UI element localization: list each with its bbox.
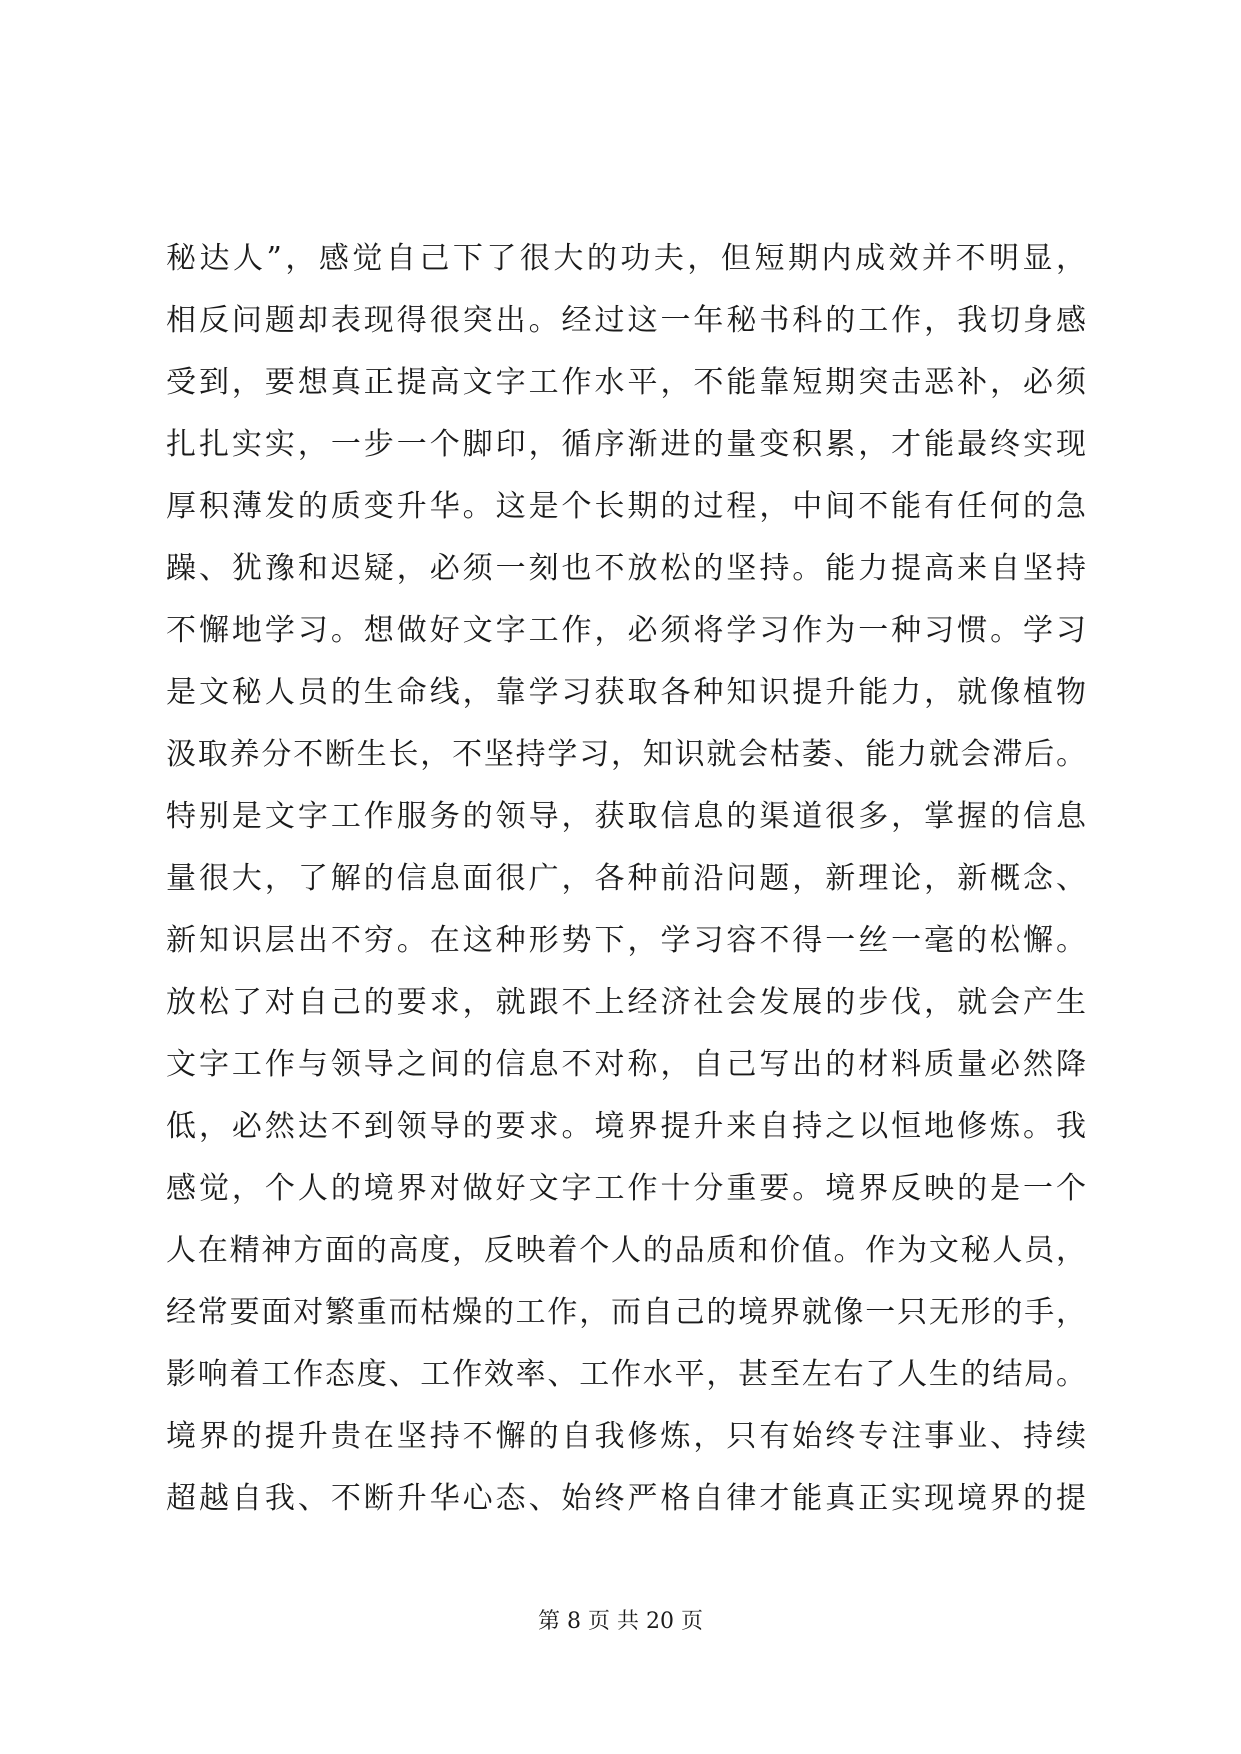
text-line: 扎扎实实，一步一个脚印，循序渐进的量变积累，才能最终实现	[166, 427, 1086, 462]
text-line: 厚积薄发的质变升华。这是个长期的过程，中间不能有任何的急	[166, 489, 1086, 524]
text-line: 影响着工作态度、工作效率、工作水平，甚至左右了人生的结局。	[166, 1357, 1086, 1392]
text-line: 不懈地学习。想做好文字工作，必须将学习作为一种习惯。学习	[166, 613, 1086, 648]
text-line: 是文秘人员的生命线，靠学习获取各种知识提升能力，就像植物	[166, 675, 1086, 710]
text-line: 秘达人”，感觉自己下了很大的功夫，但短期内成效并不明显，	[166, 241, 1086, 276]
text-line: 特别是文字工作服务的领导，获取信息的渠道很多，掌握的信息	[166, 799, 1086, 834]
text-line: 人在精神方面的高度，反映着个人的品质和价值。作为文秘人员，	[166, 1233, 1086, 1268]
text-line: 汲取养分不断生长，不坚持学习，知识就会枯萎、能力就会滞后。	[166, 737, 1086, 772]
page-number-footer: 第 8 页 共 20 页	[538, 1609, 703, 1634]
text-line: 感觉，个人的境界对做好文字工作十分重要。境界反映的是一个	[166, 1171, 1086, 1206]
text-line: 文字工作与领导之间的信息不对称，自己写出的材料质量必然降	[166, 1047, 1086, 1082]
text-line: 经常要面对繁重而枯燥的工作，而自己的境界就像一只无形的手，	[166, 1295, 1086, 1330]
text-line: 相反问题却表现得很突出。经过这一年秘书科的工作，我切身感	[166, 303, 1086, 338]
text-line: 放松了对自己的要求，就跟不上经济社会发展的步伐，就会产生	[166, 985, 1086, 1020]
text-line: 新知识层出不穷。在这种形势下，学习容不得一丝一毫的松懈。	[166, 923, 1086, 958]
text-line: 低，必然达不到领导的要求。境界提升来自持之以恒地修炼。我	[166, 1109, 1086, 1144]
body-text	[166, 228, 1086, 1530]
text-line: 超越自我、不断升华心态、始终严格自律才能真正实现境界的提	[166, 1481, 1086, 1516]
text-line: 躁、犹豫和迟疑，必须一刻也不放松的坚持。能力提高来自坚持	[166, 551, 1086, 586]
text-line: 境界的提升贵在坚持不懈的自我修炼，只有始终专注事业、持续	[166, 1419, 1086, 1454]
text-line: 受到，要想真正提高文字工作水平，不能靠短期突击恶补，必须	[166, 365, 1086, 400]
text-line: 量很大，了解的信息面很广，各种前沿问题，新理论，新概念、	[166, 861, 1086, 896]
